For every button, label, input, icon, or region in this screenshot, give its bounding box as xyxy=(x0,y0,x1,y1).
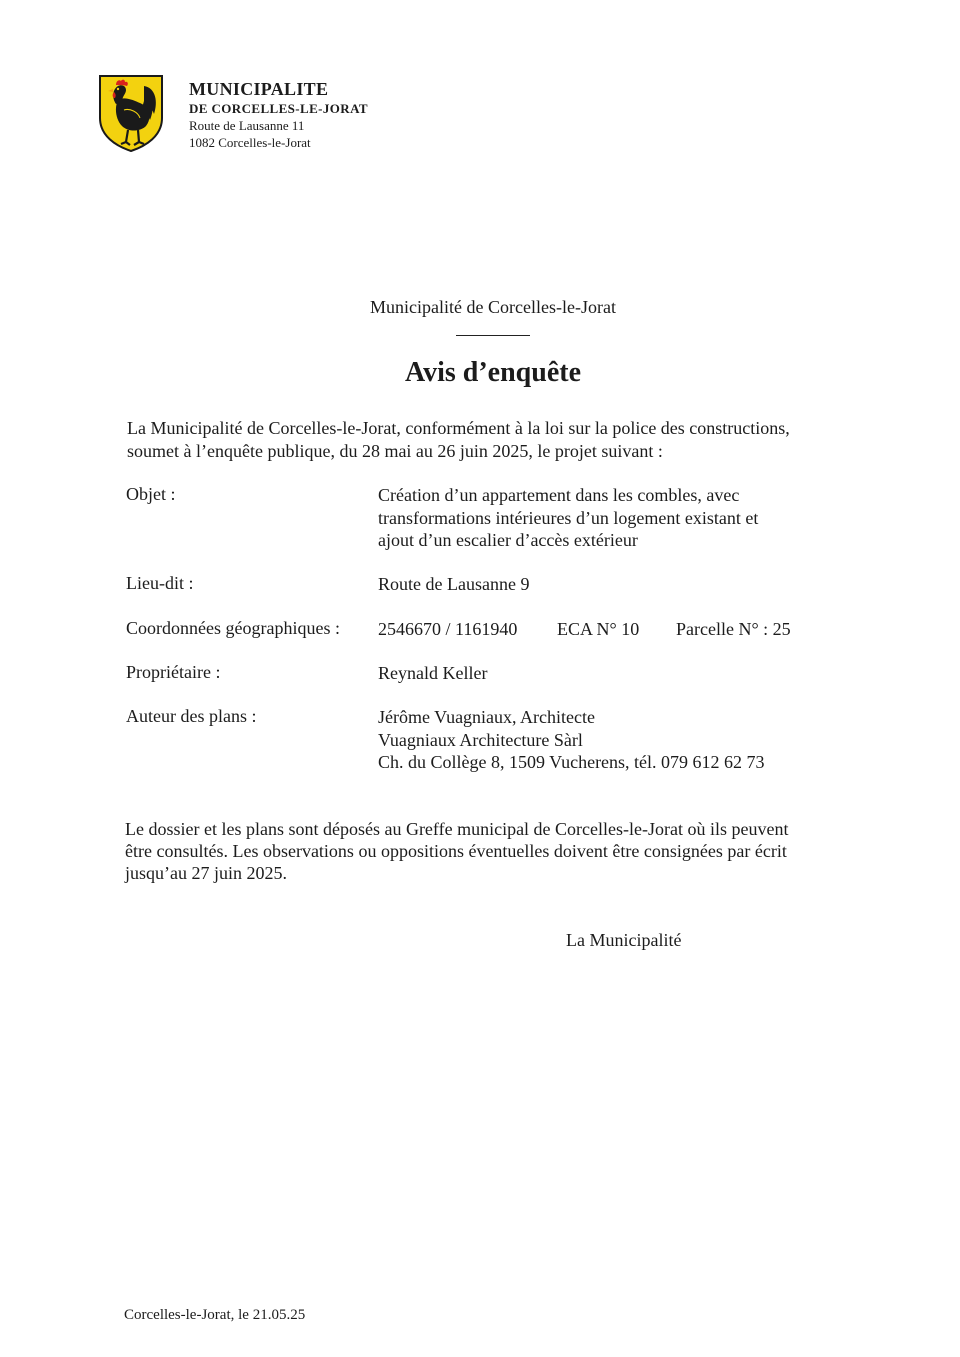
lieu-dit-label: Lieu-dit : xyxy=(126,573,194,593)
letterhead-title: MUNICIPALITE xyxy=(189,79,329,99)
letterhead-text xyxy=(189,80,509,153)
footer-place-date: Corcelles-le-Jorat, le 21.05.25 xyxy=(124,1307,306,1323)
heading-divider xyxy=(456,335,530,336)
signature: La Municipalité xyxy=(566,930,682,950)
intro-paragraph xyxy=(127,417,857,463)
lieu-dit-value: Route de Lausanne 9 xyxy=(378,574,530,594)
letterhead-subtitle: DE CORCELLES-LE-JORAT xyxy=(189,101,368,116)
closing-line: Le dossier et les plans sont déposés au Greffe municipal de Corcelles-le-Jorat où ils peuvent xyxy=(125,819,789,839)
intro-line: La Municipalité de Corcelles-le-Jorat, conformément à la loi sur la police des constructions, xyxy=(127,418,790,438)
objet-label: Objet : xyxy=(126,484,176,504)
rooster-coat-of-arms-icon xyxy=(98,74,164,152)
letterhead-address-line2: 1082 Corcelles-le-Jorat xyxy=(189,135,311,150)
owner-value: Reynald Keller xyxy=(378,663,488,683)
objet-value xyxy=(378,484,758,552)
closing-line: être consultés. Les observations ou oppositions éventuelles doivent être consignées par écrit xyxy=(125,841,787,861)
document-title: Avis d’enquête xyxy=(404,357,582,388)
owner-label: Propriétaire : xyxy=(126,662,221,682)
plans-author-label: Auteur des plans : xyxy=(126,706,257,726)
parcel-number: Parcelle N° : 25 xyxy=(676,619,791,639)
objet-line: Création d’un appartement dans les combles, avec xyxy=(378,485,740,505)
closing-line: jusqu’au 27 juin 2025. xyxy=(125,863,287,883)
plans-author-line: Jérôme Vuagniaux, Architecte xyxy=(378,707,596,727)
objet-line: transformations intérieures d’un logement existant et xyxy=(378,507,759,528)
eca-number: ECA N° 10 xyxy=(557,619,640,639)
plans-author-line: Ch. du Collège 8, 1509 Vucherens, tél. 079 612 62 73 xyxy=(378,752,765,772)
coordinates-label: Coordonnées géographiques : xyxy=(126,618,340,638)
closing-paragraph xyxy=(125,818,855,884)
coordinates-value: 2546670 / 1161940 xyxy=(378,619,518,639)
intro-line: soumet à l’enquête publique, du 28 mai au 26 juin 2025, le projet suivant : xyxy=(127,441,663,461)
objet-line: ajout d’un escalier d’accès extérieur xyxy=(378,530,638,550)
plans-author-line: Vuagniaux Architecture Sàrl xyxy=(378,729,583,750)
plans-author-value xyxy=(378,706,765,774)
heading-municipality: Municipalité de Corcelles-le-Jorat xyxy=(370,297,616,317)
letterhead-address-line1: Route de Lausanne 11 xyxy=(189,118,305,133)
